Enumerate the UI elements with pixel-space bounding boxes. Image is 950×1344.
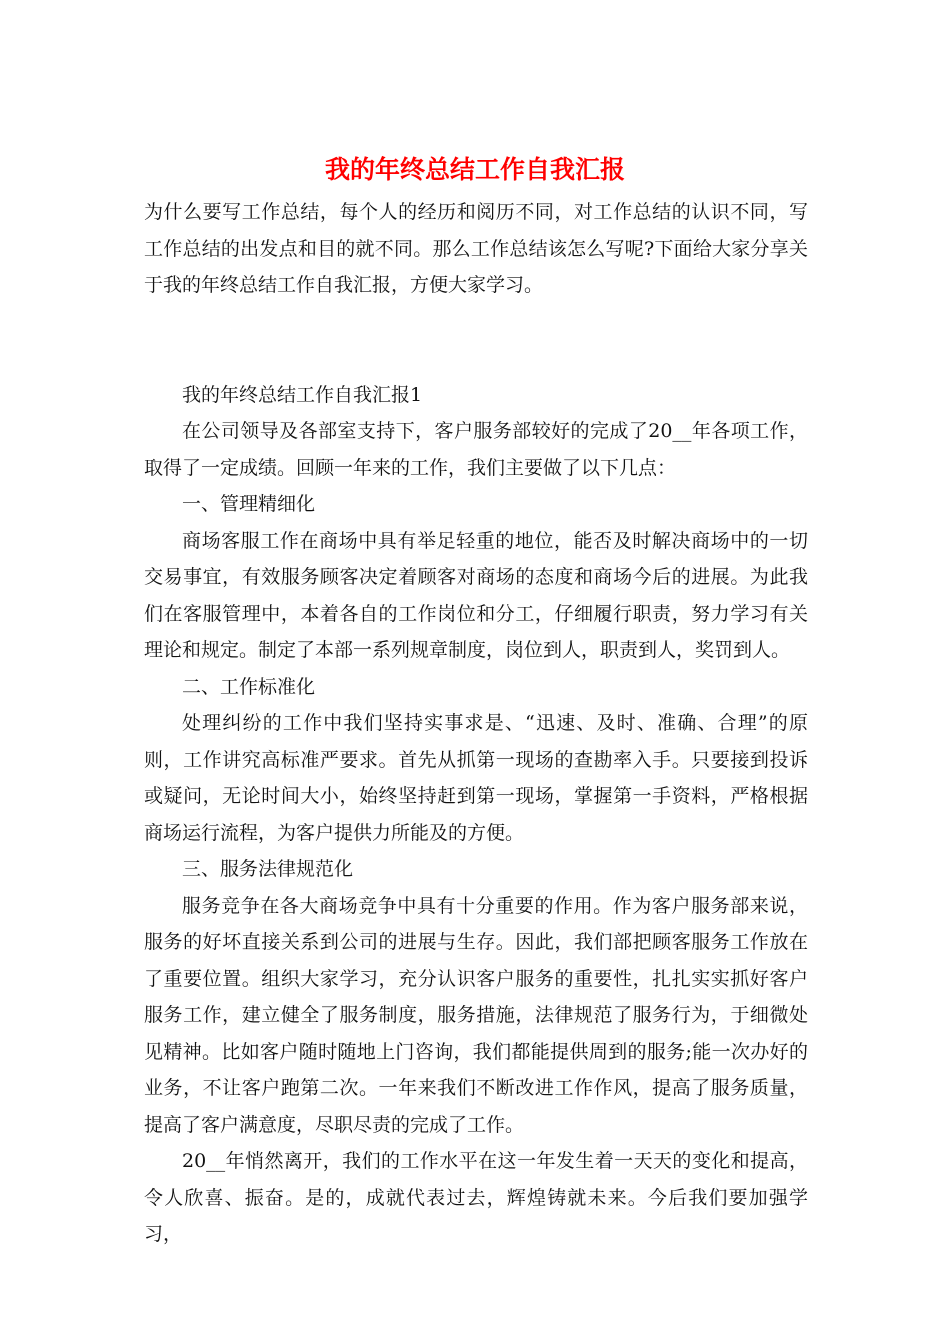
- intro-paragraph: 为什么要写工作总结，每个人的经历和阅历不同，对工作总结的认识不同，写工作总结的出发点和目的就不同。那么工作总结该怎么写呢?下面给大家分享关于我的年终总结工作自我汇报，方便大家学习。: [144, 201, 808, 296]
- paragraph-5: 20__年悄然离开，我们的工作水平在这一年发生着一天天的变化和提高，令人欣喜、振奋。是的，成就代表过去，辉煌铸就未来。今后我们要加强学习，: [144, 1150, 808, 1245]
- document-body: [144, 194, 808, 1253]
- heading-1: 一、管理精细化: [182, 493, 316, 515]
- paragraph-3: 处理纠纷的工作中我们坚持实事求是、“迅速、及时、准确、合理”的原则，工作讲究高标准严要求。首先从抓第一现场的查勘率入手。只要接到投诉或疑问，无论时间大小，始终坚持赶到第一现场，掌握第一手资料，严格根据商场运行流程，为客户提供力所能及的方便。: [144, 712, 808, 844]
- document-title: 我的年终总结工作自我汇报: [324, 155, 625, 184]
- heading-2: 二、工作标准化: [182, 675, 316, 698]
- paragraph-4: 服务竞争在各大商场竞争中具有十分重要的作用。作为客户服务部来说，服务的好坏直接关系到公司的进展与生存。因此，我们部把顾客服务工作放在了重要位置。组织大家学习，充分认识客户服务的重要性，扎扎实实抓好客户服务工作，建立健全了服务制度，服务措施，法律规范了服务行为，于细微处见精神。比如客户随时随地上门咨询，我们都能提供周到的服务;能一次办好的业务，不让客户跑第二次。一年来我们不断改进工作作风，提高了服务质量，提高了客户满意度，尽职尽责的完成了工作。: [144, 894, 808, 1136]
- paragraph-2: 商场客服工作在商场中具有举足轻重的地位，能否及时解决商场中的一切交易事宜，有效服务顾客决定着顾客对商场的态度和商场今后的进展。为此我们在客服管理中，本着各自的工作岗位和分工，仔细履行职责，努力学习有关理论和规定。制定了本部一系列规章制度，岗位到人，职责到人，奖罚到人。: [144, 529, 808, 661]
- paragraph-gap: [144, 304, 808, 377]
- paragraph-1: 在公司领导及各部室支持下，客户服务部较好的完成了20__年各项工作，取得了一定成绩。回顾一年来的工作，我们主要做了以下几点：: [144, 420, 808, 479]
- heading-3: 三、服务法律规范化: [182, 858, 354, 880]
- section-title: 我的年终总结工作自我汇报1: [182, 383, 423, 406]
